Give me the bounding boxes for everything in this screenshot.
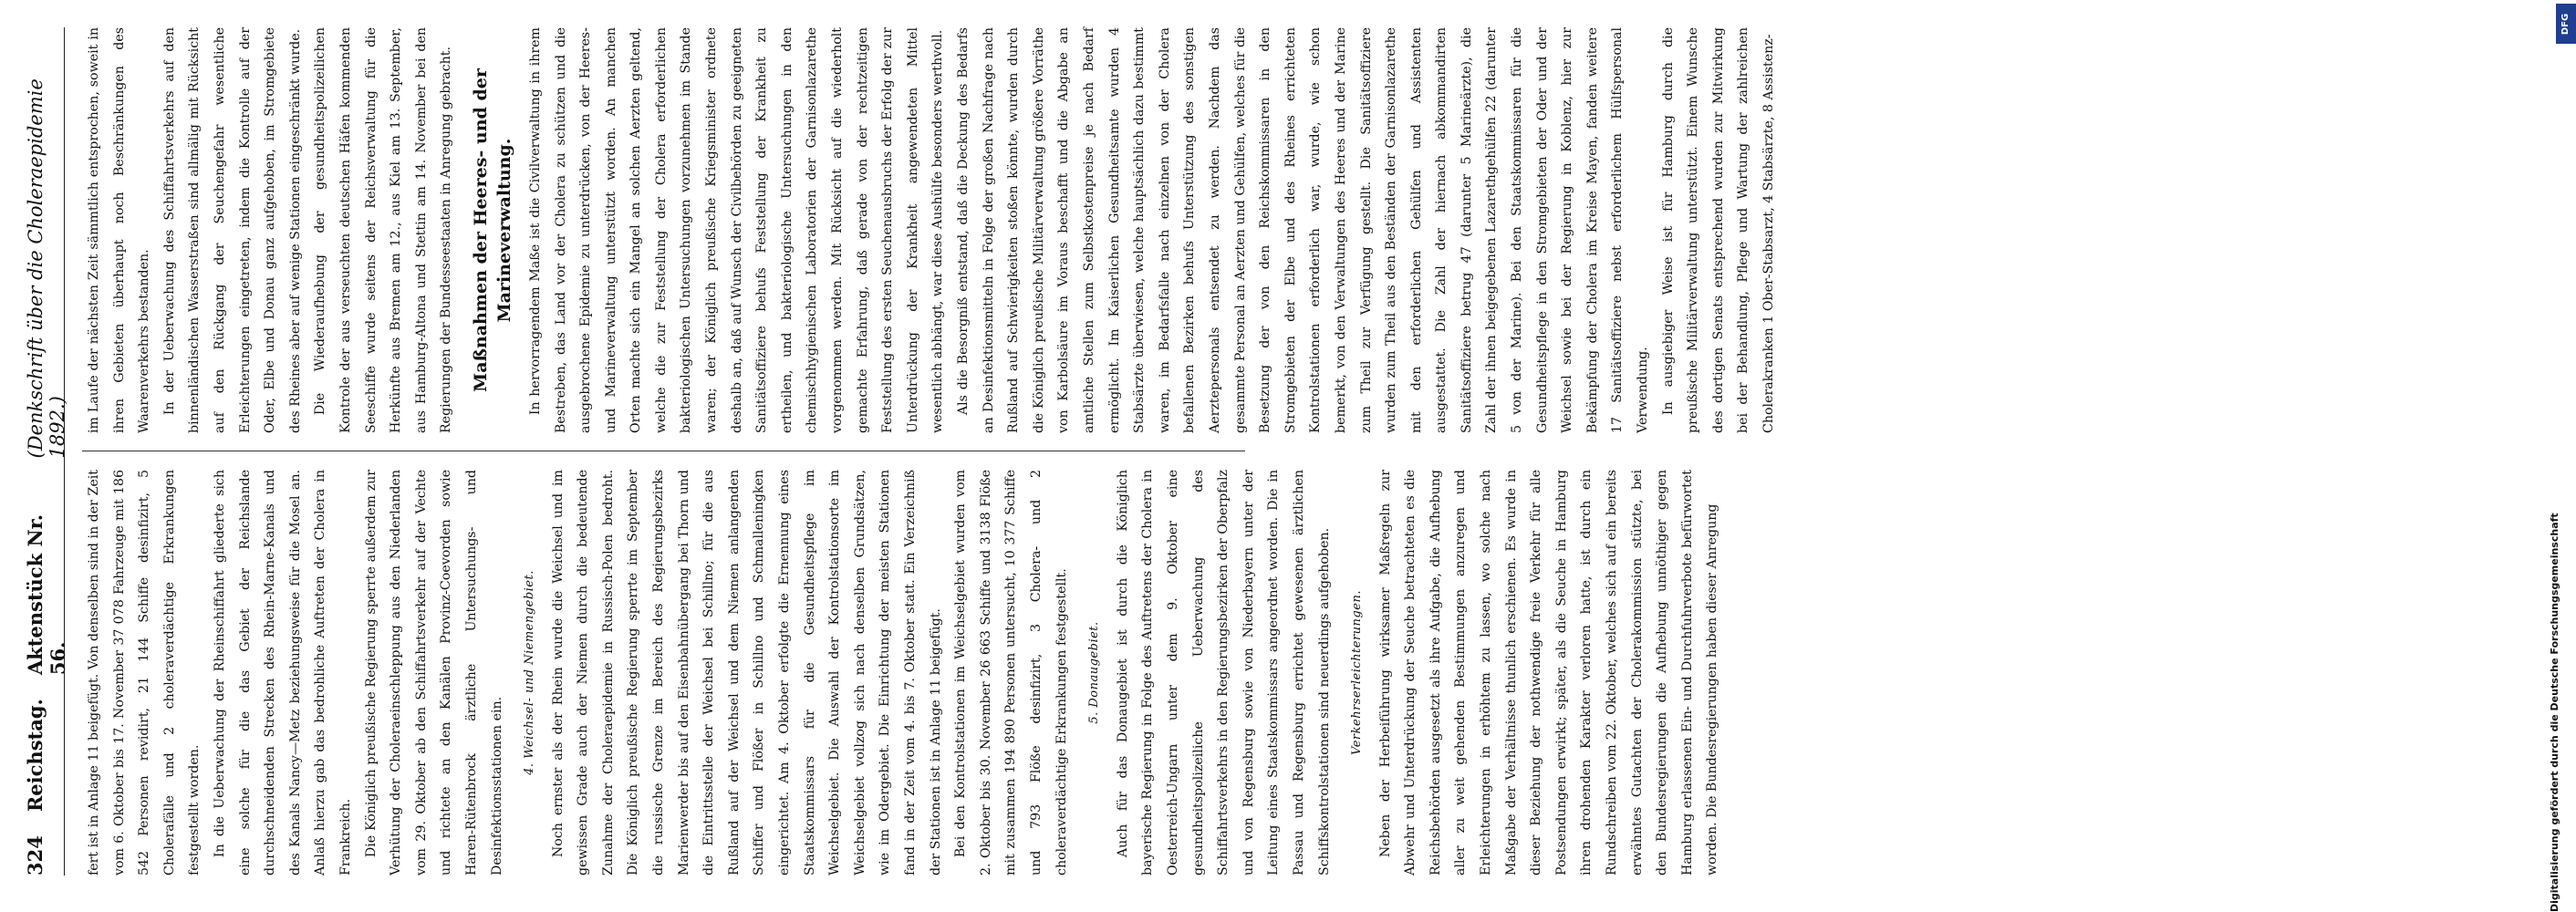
header-document: Aktenstück Nr. 56.	[24, 513, 69, 676]
paragraph: Die Wiederaufhebung der gesundheitspolizeilichen Kontrole der aus verseuchten deutschen Häfen kommenden Seeschiffe wurde seitens der Reichsverwaltung für die Herkünfte aus Bremen am 12., aus Kiel am 13. September, aus Hamburg-Altona und Stettin am 14. November bei den Regierungen der Bundesseestaaten in Anregung gebracht.	[313, 27, 454, 433]
header-source: Reichstag.	[24, 699, 47, 813]
credit-text: Digitalisierung gefördert durch die Deutsche Forschungsgemeinschaft	[2549, 513, 2560, 912]
paragraph: fert ist in Anlage 11 beigefügt. Von denselben sind in der Zeit vom 6. Oktober bis 17. November 37 078 Fahrzeuge mit 186 542 Personen revidirt, 21 144 Schiffe desinfizirt, 5 Cholerafälle und 2 choleraverdächtige Erkrankungen festgestellt worden.	[87, 470, 203, 876]
left-column	[82, 470, 1720, 876]
section-heading-donau: 5. Donaugebiet.	[1087, 621, 1102, 724]
right-column	[82, 27, 1776, 433]
section-heading-verkehr: Verkehrserleichterungen.	[1350, 590, 1365, 755]
paragraph: In die Ueberwachung der Rheinschiffahrt gliederte sich eine solche für die das Gebiet der Reichslande durchschneidenden Strecken des Rhein-Marne-Kanals und des Kanals Nancy—Metz beziehungsweise für die Mosel an. Anlaß hierzu gab das bedrohliche Auftreten der Cholera in Frankreich.	[212, 470, 353, 876]
paragraph: Neben der Herbeiführung wirksamer Maßregeln zur Abwehr und Unterdrückung der Seuche betrachteten es die Reichsbehörden ausgesetzt als ihre Aufgabe, die Aufhebung aller zu weit gehenden Bestimmungen anzuregen und Erleichterungen in erhöhtem zu lassen, wo solche nach Maßgabe der Verhältnisse thunlich erschienen. Es wurde in dieser Beziehung der nothwendige freie Verkehr für alle Postsendungen erwirkt; später, als die Seuche in Hamburg ihren drohenden Karakter verloren hatte, ist durch ein Rundschreiben vom 22. Oktober, welches sich auf ein bereits erwähntes Gutachten der Cholerakommission stützte, bei den Bundesregierungen die Aufhebung unnöthiger gegen Hamburg erlassenen Ein- und Durchfuhrverbote befürwortet worden. Die Bundesregierungen haben dieser Anregung	[1377, 470, 1720, 876]
text-columns	[82, 27, 1776, 876]
paragraph: In der Ueberwachung des Schiffahrtsverkehrs auf den binnenländischen Wasserstraßen sind allmälig mit Rücksicht auf den Rückgang der Seuchengefahr wesentliche Erleichterungen eingetreten, indem die Kontrolle auf der Oder, Elbe und Donau ganz aufgehoben, im Stromgebiete des Rheines aber auf wenige Stationen eingeschränkt wurde.	[161, 27, 303, 433]
header-subtitle: (Denkschrift über die Choleraepidemie 1892.)	[25, 78, 68, 459]
paragraph: im Laufe der nächsten Zeit sämmtlich entsprochen, soweit in ihren Gebieten überhaupt noch Beschränkungen des Waarenverkehrs bestanden.	[87, 27, 152, 433]
paragraph: Als die Besorgniß entstand, daß die Deckung des Bedarfs an Desinfektionsmitteln in Folge der großen Nachfrage nach Rußland auf Schwierigkeiten stoßen könnte, wurden durch die Königlich preußische Militärverwaltung größere Vorräthe von Karbolsäure im Voraus beschafft und die Abgabe an amtliche Stellen zum Selbstkostenpreise je nach Bedarf ermöglicht. Im Kaiserlichen Gesundheitsamte wurden 4 Stabsärzte überwiesen, welche hauptsächlich dazu bestimmt waren, im Bedarfsfalle nach einzelnen von der Cholera befallenen Bezirken behufs Unterstützung des sonstigen Aerztepersonals entsendet zu werden. Nachdem das gesammte Personal an Aerzten und Gehülfen, welches für die Besetzung der von den Reichskommissaren in den Stromgebieten der Elbe und des Rheines errichteten Kontrolstationen erforderlich war, wurde, wie schon bemerkt, von den Verwaltungen des Heeres und der Marine zum Theil zur Verfügung gestellt. Die Sanitätsoffiziere wurden zum Theil aus den Beständen der Garnisonlazarethe mit den erforderlichen Gehülfen und Assistenten ausgestattet. Die Zahl der hiernach abkommandirten Sanitätsoffiziere betrug 47 (darunter 5 Marineärzte), die Zahl der ihnen beigegebenen Lazarethgehülfen 22 (darunter 5 von der Marine). Bei den Staatskommissaren für die Gesundheitspflege in den Stromgebieten der Oder und der Weichsel sowie bei der Regierung in Koblenz, hier zur Bekämpfung der Cholera im Kreise Mayen, fanden weitere 17 Sanitätsoffiziere nebst erforderlichem Hülfspersonal Verwendung.	[956, 27, 1651, 433]
paragraph: In ausgiebiger Weise ist für Hamburg durch die preußische Militärverwaltung unterstützt. Einem Wunsche des dortigen Senats entsprechend wurden zur Mitwirkung bei der Behandlung, Pflege und Wartung der zahlreichen Cholerakranken 1 Ober-Stabsarzt, 4 Stabsärzte, 8 Assistenz-	[1660, 27, 1776, 433]
page-header	[24, 27, 69, 876]
paragraph: Noch ernster als der Rhein wurde die Weichsel und im gewissen Grade auch der Niemen durch die bedeutende Zunahme der Choleraepidemie in Russisch-Polen bedroht. Die Königlich preußische Regierung sperrte im September die russische Grenze im Bereich des Regierungsbezirks Marienwerder bis auf den Eisenbahnübergang bei Thorn und die Eintrittsstelle der Weichsel bei Schillno; für die aus Rußland auf der Weichsel und dem Niemen anlangenden Schiffer und Flößer in Schillno und Schmalleningken eingerichtet. Am 4. Oktober erfolgte die Ernennung eines Staatskommissars für die Gesundheitspflege im Weichselgebiet. Die Auswahl der Kontrolstationsorte im Weichselgebiet vollzog sich nach denselben Grundsätzen, wie im Odergebiet. Die Einrichtung der meisten Stationen fand in der Zeit vom 4. bis 7. Oktober statt. Ein Verzeichniß der Stationen ist in Anlage 11 beigefügt.	[550, 470, 943, 876]
section-heading-heer: Maßnahmen der Heeres- und der Marineverwaltung.	[470, 68, 514, 392]
dfg-logo: DFG	[2556, 4, 2576, 44]
section-heading-weichsel: 4. Weichsel- und Niemengebiet.	[523, 570, 537, 775]
paragraph: Die Königlich preußische Regierung sperrte außerdem zur Verhütung der Choleraeinschleppung aus den Niederlanden vom 29. Oktober ab den Schiffahrtsverkehr auf der Vechte und richtete an den Kanälen Provinz-Coevorden sowie Haren-Rütenbrock ärztliche Untersuchungs- und Desinfektionsstationen ein.	[363, 470, 504, 876]
paragraph: Bei den Kontrolstationen im Weichselgebiet wurden vom 2. Oktober bis 30. November 26 663 Schiffe und 3138 Flöße mit zusammen 194 890 Personen untersucht, 10 377 Schiffe und 793 Flöße desinfizirt, 3 Cholera- und 2 choleraverdächtige Erkrankungen festgestellt.	[953, 470, 1069, 876]
paragraph: In hervorragendem Maße ist die Civilverwaltung in ihrem Bestreben, das Land vor der Cholera zu schützen und die ausgebrochene Epidemie zu unterdrücken, von der Heeres- und Marineverwaltung unterstützt worden. An manchen Orten machte sich ein Mangel an solchen Aerzten geltend, welche die zur Feststellung der Cholera erforderlichen bakteriologischen Untersuchungen vorzunehmen im Stande waren; der Königlich preußische Kriegsminister ordnete deshalb an, daß auf Wunsch der Civilbehörden zu geeigneten Sanitätsoffiziere behufs Feststellung der Krankheit zu ertheilen, und bakteriologische Untersuchungen in den chemischhygienischen Laboratorien der Garnisonlazarethe vorgenommen werden. Mit Rücksicht auf die wiederholt gemachte Erfahrung, daß gerade von der rechtzeitigen Feststellung des ersten Seuchenausbruchs der Erfolg der zur Unterdrückung der Krankheit angewendeten Mittel wesentlich abhängt, war diese Aushülfe besonders werthvoll.	[527, 27, 946, 433]
page-number: 324	[24, 835, 47, 876]
paragraph: Auch für das Donaugebiet ist durch die Königlich bayerische Regierung in Folge des Auftretens der Cholera in Oesterreich-Ungarn unter dem 9. Oktober eine gesundheitspolizeiliche Ueberwachung des Schiffahrtsverkehrs in den Regierungsbezirken der Oberpfalz und von Regensburg sowie von Niederbayern unter der Leitung eines Staatskommissars angeordnet worden. Die in Passau und Regensburg errichtet gewesenen ärztlichen Schiffskontrolstationen sind neuerdings aufgehoben.	[1115, 470, 1332, 876]
